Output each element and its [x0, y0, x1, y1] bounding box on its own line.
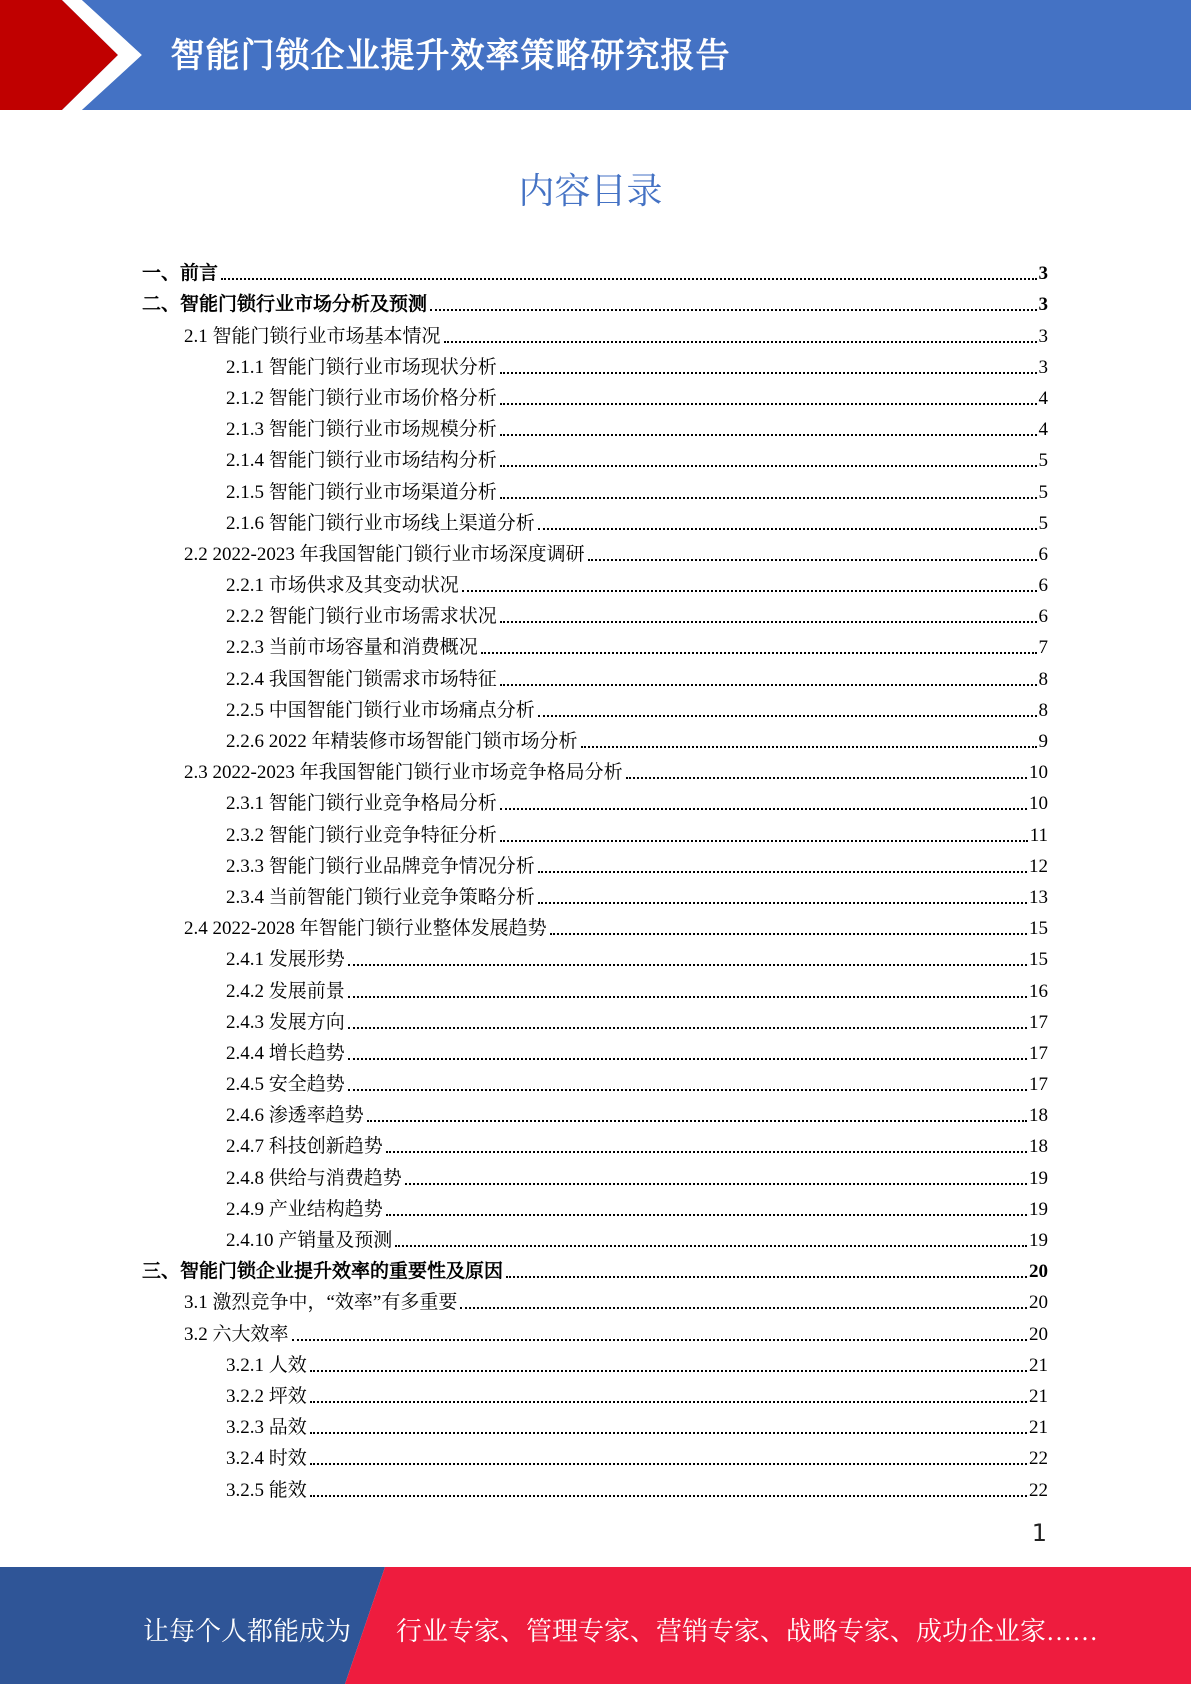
toc-entry-title: 2.2.6 2022 年精装修市场智能门锁市场分析	[226, 731, 578, 752]
toc-entry-page: 18	[1029, 1136, 1048, 1158]
toc-entry-title: 3.2.1 人效	[226, 1354, 307, 1376]
dot-leader	[221, 278, 1036, 280]
dot-leader	[538, 715, 1037, 717]
toc-entry-page: 21	[1029, 1354, 1048, 1376]
table-of-contents	[142, 254, 1048, 1502]
toc-entry-title: 2.4.9 产业结构趋势	[226, 1198, 383, 1220]
toc-entry-title: 2.4.7 科技创新趋势	[226, 1136, 383, 1158]
toc-entry[interactable]	[142, 691, 1048, 722]
dot-leader	[367, 1120, 1027, 1122]
toc-entry-page: 19	[1029, 1198, 1048, 1220]
toc-entry[interactable]	[142, 1065, 1048, 1096]
toc-entry-title: 2.3.3 智能门锁行业品牌竞争情况分析	[226, 855, 535, 877]
toc-entry-page: 6	[1038, 575, 1048, 597]
dot-leader	[386, 1214, 1027, 1216]
toc-entry[interactable]	[142, 379, 1048, 410]
toc-entry-title: 3.2.5 能效	[226, 1479, 307, 1501]
toc-entry[interactable]	[142, 628, 1048, 659]
dot-leader	[348, 996, 1027, 998]
toc-entry[interactable]	[142, 1346, 1048, 1377]
toc-entry-title: 2.2.3 当前市场容量和消费概况	[226, 637, 478, 659]
toc-entry-page: 6	[1038, 543, 1048, 565]
dot-leader	[588, 559, 1037, 561]
toc-entry-page: 3	[1038, 294, 1048, 316]
toc-entry[interactable]	[142, 753, 1048, 784]
toc-entry-page: 20	[1029, 1261, 1048, 1283]
toc-entry[interactable]	[142, 1314, 1048, 1345]
dot-leader	[500, 434, 1037, 436]
toc-entry[interactable]	[142, 566, 1048, 597]
dot-leader	[506, 1276, 1027, 1278]
toc-entry[interactable]	[142, 348, 1048, 379]
toc-entry[interactable]	[142, 1096, 1048, 1127]
toc-entry-title: 2.1.3 智能门锁行业市场规模分析	[226, 419, 497, 441]
toc-entry-page: 3	[1038, 356, 1048, 378]
dot-leader	[430, 309, 1036, 311]
dot-leader	[405, 1183, 1027, 1185]
toc-entry[interactable]	[142, 815, 1048, 846]
toc-entry-page: 3	[1038, 325, 1048, 347]
toc-entry-page: 12	[1029, 855, 1048, 877]
dot-leader	[348, 1089, 1027, 1091]
toc-entry-title: 2.3.4 当前智能门锁行业竞争策略分析	[226, 886, 535, 908]
toc-entry[interactable]	[142, 847, 1048, 878]
dot-leader	[500, 497, 1037, 499]
dot-leader	[348, 1058, 1027, 1060]
toc-entry[interactable]	[142, 1283, 1048, 1314]
toc-entry[interactable]	[142, 1158, 1048, 1189]
toc-entry-page: 19	[1029, 1230, 1048, 1251]
toc-entry-page: 9	[1038, 731, 1048, 752]
toc-entry[interactable]	[142, 472, 1048, 503]
dot-leader	[550, 933, 1027, 935]
report-title: 智能门锁企业提升效率策略研究报告	[170, 36, 731, 76]
toc-entry-page: 17	[1029, 1011, 1048, 1033]
toc-entry-page: 17	[1029, 1074, 1048, 1096]
toc-entry-title: 三、智能门锁企业提升效率的重要性及原因	[142, 1261, 504, 1283]
toc-entry[interactable]	[142, 254, 1048, 285]
toc-entry[interactable]	[142, 1439, 1048, 1470]
dot-leader	[462, 590, 1037, 592]
toc-entry-title: 2.1.4 智能门锁行业市场结构分析	[226, 450, 497, 472]
toc-entry[interactable]	[142, 722, 1048, 753]
toc-entry-title: 2.4.1 发展形势	[226, 949, 345, 971]
toc-entry[interactable]	[142, 659, 1048, 690]
toc-entry[interactable]	[142, 784, 1048, 815]
toc-entry-page: 20	[1029, 1292, 1048, 1314]
toc-entry[interactable]	[142, 504, 1048, 535]
toc-entry[interactable]	[142, 971, 1048, 1002]
dot-leader	[395, 1245, 1027, 1247]
toc-entry-page: 5	[1038, 512, 1048, 534]
toc-entry[interactable]	[142, 1003, 1048, 1034]
toc-entry[interactable]	[142, 940, 1048, 971]
toc-entry-page: 15	[1029, 949, 1048, 971]
toc-entry-page: 3	[1038, 263, 1048, 285]
toc-entry-title: 3.2.2 坪效	[226, 1385, 307, 1407]
toc-entry-page: 17	[1029, 1042, 1048, 1064]
toc-entry[interactable]	[142, 410, 1048, 441]
toc-entry[interactable]	[142, 1252, 1048, 1283]
dot-leader	[581, 746, 1037, 748]
toc-entry-title: 2.2.2 智能门锁行业市场需求状况	[226, 606, 497, 628]
toc-entry-page: 21	[1029, 1417, 1048, 1439]
toc-entry-page: 5	[1038, 450, 1048, 472]
toc-entry-title: 2.1.1 智能门锁行业市场现状分析	[226, 356, 497, 378]
toc-entry-title: 2.2.1 市场供求及其变动状况	[226, 575, 459, 597]
footer-banner	[0, 1567, 1191, 1684]
toc-entry-page: 13	[1029, 886, 1048, 908]
toc-entry-page: 8	[1038, 668, 1048, 690]
toc-entry-title: 2.1 智能门锁行业市场基本情况	[184, 325, 441, 347]
toc-entry-page: 4	[1038, 419, 1048, 441]
dot-leader	[500, 403, 1037, 405]
dot-leader	[538, 528, 1037, 530]
toc-entry-title: 一、前言	[142, 263, 219, 285]
toc-entry-title: 2.4 2022-2028 年智能门锁行业整体发展趋势	[184, 918, 547, 940]
dot-leader	[538, 871, 1027, 873]
toc-entry-page: 22	[1029, 1479, 1048, 1501]
toc-entry-title: 2.4.6 渗透率趋势	[226, 1105, 364, 1127]
dot-leader	[292, 1339, 1027, 1341]
footer-slogan-right: 行业专家、管理专家、营销专家、战略专家、成功企业家……	[396, 1617, 1099, 1646]
dot-leader	[481, 652, 1037, 654]
toc-entry[interactable]	[142, 285, 1048, 316]
toc-entry[interactable]	[142, 535, 1048, 566]
dot-leader	[500, 684, 1037, 686]
toc-entry-title: 2.1.5 智能门锁行业市场渠道分析	[226, 481, 497, 503]
toc-entry-title: 2.1.6 智能门锁行业市场线上渠道分析	[226, 512, 535, 534]
toc-entry[interactable]	[142, 1377, 1048, 1408]
toc-entry-page: 10	[1029, 762, 1048, 784]
toc-entry-title: 2.2 2022-2023 年我国智能门锁行业市场深度调研	[184, 543, 585, 565]
toc-entry-title: 2.4.10 产销量及预测	[226, 1230, 393, 1251]
toc-entry-page: 8	[1038, 699, 1048, 721]
toc-entry-title: 2.1.2 智能门锁行业市场价格分析	[226, 387, 497, 409]
dot-leader	[310, 1495, 1027, 1497]
toc-entry-title: 2.4.5 安全趋势	[226, 1074, 345, 1096]
dot-leader	[500, 372, 1037, 374]
dot-leader	[310, 1370, 1027, 1372]
dot-leader	[444, 341, 1037, 343]
dot-leader	[310, 1401, 1027, 1403]
toc-entry-title: 2.3.1 智能门锁行业竞争格局分析	[226, 793, 497, 815]
toc-entry[interactable]	[142, 441, 1048, 472]
toc-entry-title: 2.4.4 增长趋势	[226, 1042, 345, 1064]
toc-entry-page: 22	[1029, 1448, 1048, 1470]
toc-entry-title: 3.2.3 品效	[226, 1417, 307, 1439]
toc-entry[interactable]	[142, 909, 1048, 940]
dot-leader	[500, 808, 1027, 810]
toc-entry-page: 15	[1029, 918, 1048, 940]
toc-entry-title: 2.2.4 我国智能门锁需求市场特征	[226, 668, 497, 690]
toc-entry[interactable]	[142, 316, 1048, 347]
dot-leader	[348, 964, 1027, 966]
toc-entry[interactable]	[142, 1221, 1048, 1252]
toc-entry-page: 6	[1038, 606, 1048, 628]
toc-entry[interactable]	[142, 597, 1048, 628]
toc-entry-page: 16	[1029, 980, 1048, 1002]
toc-entry-page: 7	[1038, 637, 1048, 659]
toc-entry-title: 二、智能门锁行业市场分析及预测	[142, 294, 428, 316]
toc-entry-page: 11	[1029, 824, 1048, 846]
toc-entry-page: 5	[1038, 481, 1048, 503]
dot-leader	[310, 1463, 1027, 1465]
header-banner	[0, 0, 1191, 110]
toc-entry-page: 21	[1029, 1385, 1048, 1407]
toc-entry-page: 10	[1029, 793, 1048, 815]
toc-entry[interactable]	[142, 1408, 1048, 1439]
dot-leader	[626, 777, 1027, 779]
toc-entry-title: 2.3.2 智能门锁行业竞争特征分析	[226, 824, 497, 846]
toc-entry-page: 18	[1029, 1105, 1048, 1127]
toc-entry-title: 2.2.5 中国智能门锁行业市场痛点分析	[226, 699, 535, 721]
dot-leader	[500, 621, 1037, 623]
toc-entry[interactable]	[142, 1470, 1048, 1501]
dot-leader	[310, 1432, 1027, 1434]
dot-leader	[500, 465, 1037, 467]
header-arrow-decoration	[0, 0, 150, 110]
dot-leader	[538, 902, 1027, 904]
footer-slogan-left: 让每个人都能成为	[143, 1617, 352, 1646]
dot-leader	[460, 1307, 1027, 1309]
toc-entry-title: 3.1 激烈竞争中，“效率”有多重要	[184, 1292, 458, 1314]
toc-entry-title: 2.4.2 发展前景	[226, 980, 345, 1002]
toc-entry-title: 3.2 六大效率	[184, 1323, 289, 1345]
toc-entry[interactable]	[142, 1127, 1048, 1158]
toc-heading: 内容目录	[518, 171, 663, 212]
toc-entry-page: 4	[1038, 387, 1048, 409]
toc-entry[interactable]	[142, 878, 1048, 909]
toc-entry-page: 20	[1029, 1323, 1048, 1345]
toc-entry-title: 2.4.8 供给与消费趋势	[226, 1167, 402, 1189]
toc-entry-title: 3.2.4 时效	[226, 1448, 307, 1470]
dot-leader	[348, 1027, 1027, 1029]
toc-entry-title: 2.3 2022-2023 年我国智能门锁行业市场竞争格局分析	[184, 762, 623, 784]
toc-entry-title: 2.4.3 发展方向	[226, 1011, 345, 1033]
dot-leader	[386, 1151, 1027, 1153]
dot-leader	[500, 840, 1028, 842]
toc-entry-page: 19	[1029, 1167, 1048, 1189]
toc-entry[interactable]	[142, 1190, 1048, 1221]
toc-entry[interactable]	[142, 1034, 1048, 1065]
page-number: 1	[1031, 1519, 1047, 1547]
